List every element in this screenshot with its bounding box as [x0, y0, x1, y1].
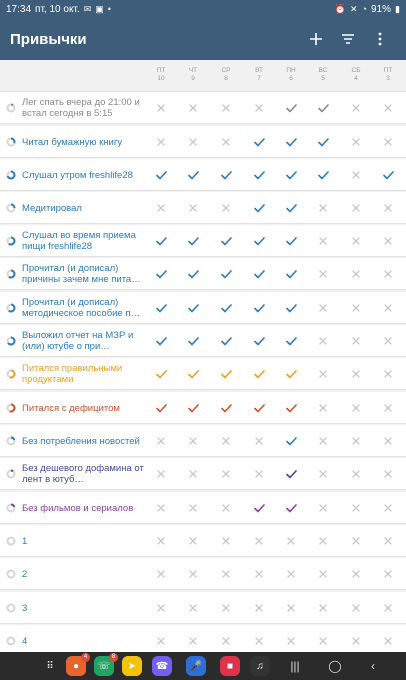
navigation-bar: [0, 652, 406, 680]
habit-name-label: Медитировал: [22, 202, 82, 214]
habit-name[interactable]: [22, 92, 146, 124]
habit-score-ring-icon: [6, 636, 16, 646]
checkmark-icon[interactable]: [186, 234, 200, 248]
voice-assistant-icon[interactable]: 🎤: [186, 656, 206, 676]
checkmark-icon[interactable]: [219, 334, 233, 348]
habit-score-ring-icon: [6, 469, 16, 479]
habit-name[interactable]: [22, 525, 146, 557]
habit-name[interactable]: [22, 325, 146, 357]
habit-name[interactable]: [22, 592, 146, 624]
day-number: 9: [191, 75, 195, 82]
day-column-header: [146, 67, 176, 83]
cross-icon[interactable]: [219, 434, 233, 448]
app-bar: [0, 18, 406, 60]
habit-row[interactable]: [0, 92, 406, 124]
day-column-header: [178, 67, 208, 83]
checkmark-icon[interactable]: [316, 168, 330, 182]
plus-icon: [309, 32, 323, 46]
cross-icon[interactable]: [381, 101, 395, 115]
checkmark-icon[interactable]: [252, 135, 266, 149]
day-column-header: [373, 67, 403, 83]
day-of-week: ПН: [286, 67, 296, 74]
cross-icon[interactable]: [252, 534, 266, 548]
recents-icon[interactable]: |||: [290, 659, 300, 673]
habit-row[interactable]: [0, 126, 406, 158]
habit-score-ring-icon: [6, 137, 16, 147]
day-column-header: [341, 67, 371, 83]
day-of-week: ЧТ: [188, 67, 198, 74]
music-app-icon[interactable]: ♫: [250, 656, 270, 676]
back-icon[interactable]: ‹: [371, 659, 375, 673]
habit-name[interactable]: [22, 258, 146, 290]
cross-icon[interactable]: [252, 634, 266, 648]
checkmark-icon[interactable]: [284, 401, 298, 415]
checkmark-icon[interactable]: [284, 168, 298, 182]
checkmark-icon[interactable]: [219, 401, 233, 415]
cross-icon[interactable]: [316, 201, 330, 215]
cross-icon[interactable]: [252, 101, 266, 115]
viber-app-icon[interactable]: ☎: [152, 656, 172, 676]
checkmark-icon[interactable]: [186, 401, 200, 415]
habit-score-ring-icon: [6, 369, 16, 379]
habit-name[interactable]: [22, 292, 146, 324]
habit-name[interactable]: [22, 492, 146, 524]
day-of-week: ВТ: [255, 67, 263, 74]
habit-row[interactable]: [0, 325, 406, 357]
alarm-icon: ⏰: [334, 4, 347, 14]
cross-icon[interactable]: [349, 301, 363, 315]
notification-badge: 8: [109, 653, 118, 662]
day-of-week: СР: [221, 67, 231, 74]
cross-icon[interactable]: [316, 534, 330, 548]
more-options-button[interactable]: [364, 23, 396, 55]
screen-recorder-icon[interactable]: ■: [220, 656, 240, 676]
cross-icon[interactable]: [349, 601, 363, 615]
cross-icon[interactable]: [349, 501, 363, 515]
habit-name[interactable]: [22, 126, 146, 158]
day-number: 7: [257, 75, 261, 82]
habit-name-label: Питался с дефицитом: [22, 402, 120, 414]
cross-icon[interactable]: [219, 501, 233, 515]
cross-icon[interactable]: [154, 501, 168, 515]
day-of-week: ПТ: [383, 67, 393, 74]
checkmark-icon[interactable]: [154, 301, 168, 315]
checkmark-icon[interactable]: [284, 101, 298, 115]
checkmark-icon[interactable]: [186, 301, 200, 315]
habit-score-ring-icon: [6, 536, 16, 546]
checkmark-icon[interactable]: [186, 267, 200, 281]
cross-icon[interactable]: [316, 501, 330, 515]
filter-button[interactable]: [332, 23, 364, 55]
checkmark-icon[interactable]: [252, 301, 266, 315]
habit-score-ring-icon: [6, 236, 16, 246]
cross-icon[interactable]: [316, 301, 330, 315]
day-number: 4: [354, 75, 358, 82]
habit-name-label: 1: [22, 535, 28, 547]
cross-icon[interactable]: [186, 135, 200, 149]
checkmark-icon[interactable]: [219, 367, 233, 381]
habit-row[interactable]: [0, 492, 406, 524]
cross-icon[interactable]: [381, 267, 395, 281]
cross-icon[interactable]: [349, 467, 363, 481]
game-app-icon[interactable]: ● 4: [66, 656, 86, 676]
checkmark-icon[interactable]: [154, 334, 168, 348]
cross-icon[interactable]: [316, 401, 330, 415]
checkmark-icon[interactable]: [154, 168, 168, 182]
cross-icon[interactable]: [349, 434, 363, 448]
cross-icon[interactable]: [252, 434, 266, 448]
cross-icon[interactable]: [219, 201, 233, 215]
cross-icon[interactable]: [186, 467, 200, 481]
cross-icon[interactable]: [186, 601, 200, 615]
habit-score-ring-icon: [6, 103, 16, 113]
apps-grid-icon[interactable]: ⠿: [40, 656, 60, 676]
checkmark-icon[interactable]: [284, 301, 298, 315]
cross-icon[interactable]: [381, 434, 395, 448]
cross-icon[interactable]: [381, 301, 395, 315]
habit-row[interactable]: [0, 258, 406, 290]
cross-icon[interactable]: [219, 534, 233, 548]
cross-icon[interactable]: [186, 634, 200, 648]
checkmark-icon[interactable]: [284, 434, 298, 448]
habit-name[interactable]: [22, 192, 146, 224]
cross-icon[interactable]: [219, 634, 233, 648]
navigator-app-icon[interactable]: ➤: [122, 656, 142, 676]
page-title: Привычки: [10, 30, 87, 48]
habit-score-ring-icon: [6, 403, 16, 413]
cross-icon[interactable]: [219, 601, 233, 615]
habit-name[interactable]: [22, 225, 146, 257]
checkmark-icon[interactable]: [252, 201, 266, 215]
day-number: 10: [157, 75, 165, 82]
habit-name-label: Без дешевого дофамина от лент в ютуб…: [22, 463, 144, 485]
habit-score-ring-icon: [6, 336, 16, 346]
cross-icon[interactable]: [381, 201, 395, 215]
checkmark-icon[interactable]: [316, 101, 330, 115]
cross-icon[interactable]: [349, 234, 363, 248]
checkmark-icon[interactable]: [252, 168, 266, 182]
more-vert-icon: [378, 32, 382, 46]
habit-name-label: Без потребления новостей: [22, 435, 140, 447]
day-header: [0, 60, 406, 92]
battery-level: 91%: [371, 3, 392, 15]
cross-icon[interactable]: [154, 567, 168, 581]
habit-row[interactable]: [0, 225, 406, 257]
cross-icon[interactable]: [154, 467, 168, 481]
checkmark-icon[interactable]: [284, 267, 298, 281]
cross-icon[interactable]: [381, 567, 395, 581]
status-date: пт, 10 окт.: [35, 3, 80, 15]
cross-icon[interactable]: [316, 601, 330, 615]
cross-icon[interactable]: [284, 534, 298, 548]
checkmark-icon[interactable]: [252, 367, 266, 381]
filter-icon: [341, 33, 355, 45]
habit-name-label: Прочитал (и дописал) методическое пособие п…: [22, 297, 141, 319]
day-number: 5: [321, 75, 325, 82]
cross-icon[interactable]: [349, 534, 363, 548]
habit-row[interactable]: [0, 358, 406, 390]
habit-row[interactable]: [0, 192, 406, 224]
cross-icon[interactable]: [349, 101, 363, 115]
habit-score-ring-icon: [6, 603, 16, 613]
cross-icon[interactable]: [349, 567, 363, 581]
cross-icon[interactable]: [284, 567, 298, 581]
cross-icon[interactable]: [154, 201, 168, 215]
cross-icon[interactable]: [381, 401, 395, 415]
habit-row[interactable]: [0, 292, 406, 324]
cross-icon[interactable]: [381, 601, 395, 615]
mute-icon: ✕: [350, 4, 358, 14]
day-of-week: ВС: [318, 67, 328, 74]
checkmark-icon[interactable]: [252, 401, 266, 415]
day-column-header: [211, 67, 241, 83]
cross-icon[interactable]: [186, 434, 200, 448]
habit-name[interactable]: [22, 392, 146, 424]
habit-score-ring-icon: [6, 569, 16, 579]
add-habit-button[interactable]: [300, 23, 332, 55]
habit-name-label: Прочитал (и дописал) причины зачем мне пита…: [22, 263, 141, 285]
notification-icon: ✉: [83, 4, 92, 14]
cross-icon[interactable]: [186, 534, 200, 548]
habit-row[interactable]: [0, 558, 406, 590]
day-column-header: [276, 67, 306, 83]
habit-row[interactable]: [0, 458, 406, 490]
cross-icon[interactable]: [381, 467, 395, 481]
habit-score-ring-icon: [6, 436, 16, 446]
checkmark-icon[interactable]: [284, 135, 298, 149]
status-bar: [0, 0, 406, 18]
habit-name[interactable]: [22, 558, 146, 590]
checkmark-icon[interactable]: [219, 301, 233, 315]
day-of-week: СБ: [351, 67, 361, 74]
notification-dot-icon: •: [107, 4, 111, 14]
cross-icon[interactable]: [154, 434, 168, 448]
cross-icon[interactable]: [349, 201, 363, 215]
cross-icon[interactable]: [186, 201, 200, 215]
cross-icon[interactable]: [316, 334, 330, 348]
day-of-week: ПТ: [156, 67, 166, 74]
checkmark-icon[interactable]: [154, 367, 168, 381]
habit-name[interactable]: [22, 159, 146, 191]
cross-icon[interactable]: [252, 601, 266, 615]
checkmark-icon[interactable]: [252, 234, 266, 248]
checkmark-icon[interactable]: [219, 234, 233, 248]
day-column-header: [244, 67, 274, 83]
habit-score-ring-icon: [6, 269, 16, 279]
checkmark-icon[interactable]: [154, 234, 168, 248]
wifi-icon: ◔: [361, 4, 368, 14]
habit-name-label: Питался правильными продуктами: [22, 363, 123, 385]
cross-icon[interactable]: [316, 567, 330, 581]
cross-icon[interactable]: [381, 634, 395, 648]
cross-icon[interactable]: [381, 367, 395, 381]
cross-icon[interactable]: [186, 501, 200, 515]
checkmark-icon[interactable]: [284, 201, 298, 215]
cross-icon[interactable]: [381, 234, 395, 248]
checkmark-icon[interactable]: [219, 267, 233, 281]
home-icon[interactable]: ◯: [328, 659, 342, 673]
cross-icon[interactable]: [154, 135, 168, 149]
vk-icon: ▣: [95, 4, 104, 14]
checkmark-icon[interactable]: [219, 168, 233, 182]
cross-icon[interactable]: [284, 601, 298, 615]
cross-icon[interactable]: [252, 567, 266, 581]
habit-row[interactable]: [0, 525, 406, 557]
checkmark-icon[interactable]: [284, 467, 298, 481]
cross-icon[interactable]: [154, 534, 168, 548]
cross-icon[interactable]: [219, 101, 233, 115]
checkmark-icon[interactable]: [186, 168, 200, 182]
habit-score-ring-icon: [6, 303, 16, 313]
habit-name-label: Выложил отчет на МЗР и (или) ютубе о при…: [22, 330, 134, 352]
checkmark-icon[interactable]: [186, 367, 200, 381]
cross-icon[interactable]: [349, 135, 363, 149]
cross-icon[interactable]: [349, 401, 363, 415]
cross-icon[interactable]: [316, 234, 330, 248]
cross-icon[interactable]: [284, 634, 298, 648]
habit-score-ring-icon: [6, 170, 16, 180]
notification-badge: 4: [81, 653, 90, 662]
checkmark-icon[interactable]: [284, 501, 298, 515]
day-number: 8: [224, 75, 228, 82]
checkmark-icon[interactable]: [284, 367, 298, 381]
checkmark-icon[interactable]: [252, 334, 266, 348]
habit-name-label: Читал бумажную книгу: [22, 136, 123, 148]
habit-name-label: Без фильмов и сериалов: [22, 502, 134, 514]
checkmark-icon[interactable]: [252, 267, 266, 281]
cross-icon[interactable]: [252, 467, 266, 481]
habit-name-label: 2: [22, 568, 28, 580]
cross-icon[interactable]: [186, 101, 200, 115]
habit-row[interactable]: [0, 592, 406, 624]
checkmark-icon[interactable]: [154, 401, 168, 415]
checkmark-icon[interactable]: [284, 234, 298, 248]
habit-name-label: Слушал во время приема пищи freshlife28: [22, 230, 136, 252]
cross-icon[interactable]: [316, 467, 330, 481]
cross-icon[interactable]: [381, 501, 395, 515]
cross-icon[interactable]: [154, 601, 168, 615]
cross-icon[interactable]: [316, 434, 330, 448]
cross-icon[interactable]: [154, 634, 168, 648]
cross-icon[interactable]: [316, 267, 330, 281]
cross-icon[interactable]: [154, 101, 168, 115]
cross-icon[interactable]: [219, 467, 233, 481]
habit-row[interactable]: [0, 392, 406, 424]
day-column-header: [308, 67, 338, 83]
battery-icon: ▮: [395, 4, 400, 14]
checkmark-icon[interactable]: [154, 267, 168, 281]
cross-icon[interactable]: [349, 334, 363, 348]
cross-icon[interactable]: [316, 367, 330, 381]
cross-icon[interactable]: [349, 367, 363, 381]
day-number: 3: [386, 75, 390, 82]
cross-icon[interactable]: [349, 168, 363, 182]
cross-icon[interactable]: [349, 267, 363, 281]
checkmark-icon[interactable]: [284, 334, 298, 348]
habit-name-label: 3: [22, 602, 28, 614]
day-number: 6: [289, 75, 293, 82]
checkmark-icon[interactable]: [381, 168, 395, 182]
habit-name-label: Слушал утром freshlife28: [22, 169, 133, 181]
checkmark-icon[interactable]: [186, 334, 200, 348]
checkmark-icon[interactable]: [252, 501, 266, 515]
habit-row[interactable]: [0, 159, 406, 191]
checkmark-icon[interactable]: [316, 135, 330, 149]
habit-name-label: 4: [22, 635, 28, 647]
cross-icon[interactable]: [349, 634, 363, 648]
habit-name[interactable]: [22, 458, 146, 490]
cross-icon[interactable]: [381, 135, 395, 149]
cross-icon[interactable]: [381, 534, 395, 548]
habit-name-label: Лег спать вчера до 21:00 и встал сегодня в 5:15: [22, 97, 140, 119]
cross-icon[interactable]: [186, 567, 200, 581]
habit-row[interactable]: [0, 425, 406, 457]
cross-icon[interactable]: [219, 135, 233, 149]
habit-score-ring-icon: [6, 203, 16, 213]
cross-icon[interactable]: [219, 567, 233, 581]
cross-icon[interactable]: [381, 334, 395, 348]
phone-app-icon[interactable]: ☏ 8: [94, 656, 114, 676]
habit-score-ring-icon: [6, 503, 16, 513]
status-time: 17:34: [6, 3, 32, 15]
cross-icon[interactable]: [316, 634, 330, 648]
habit-name[interactable]: [22, 358, 146, 390]
habit-name[interactable]: [22, 425, 146, 457]
